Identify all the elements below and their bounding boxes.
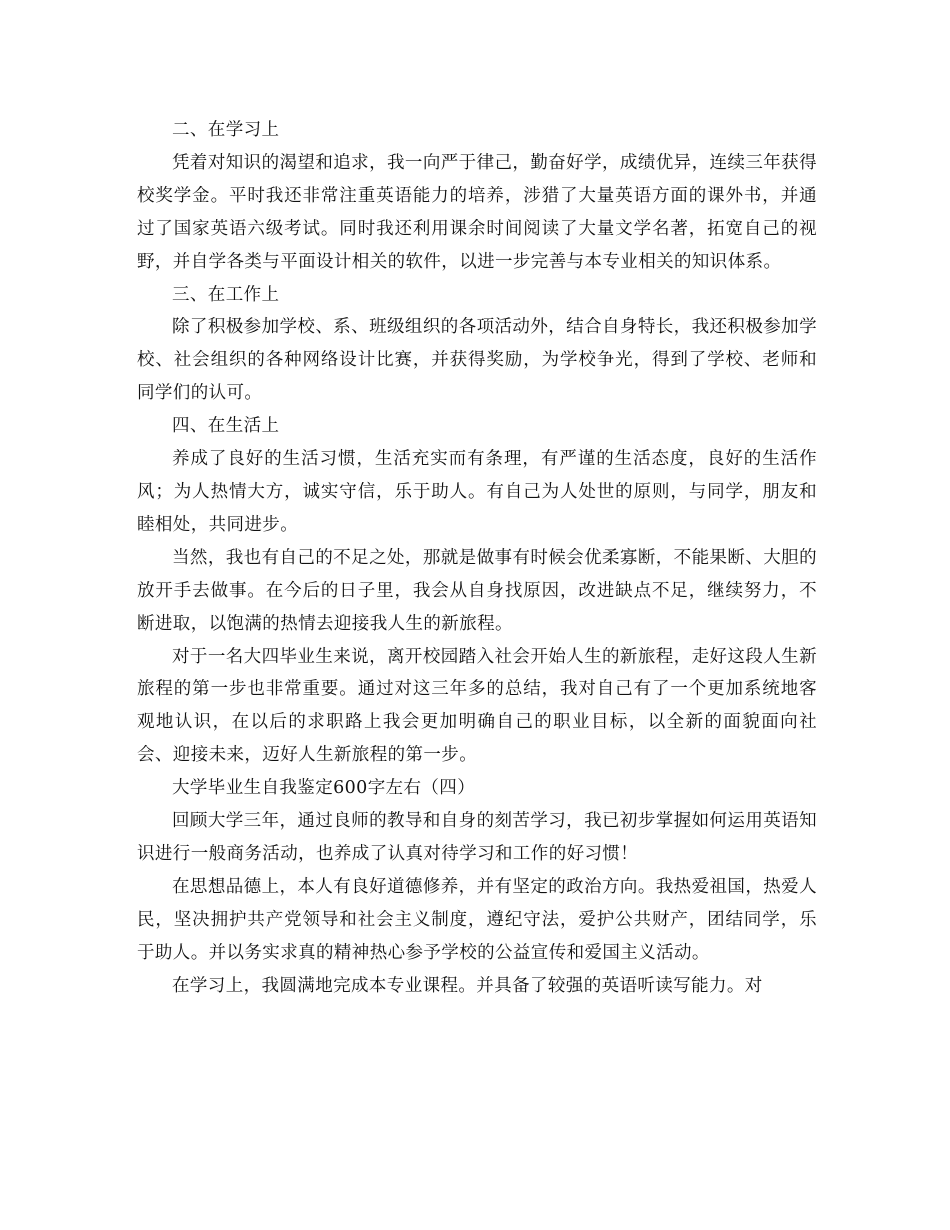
paragraph-study-continued: 在学习上，我圆满地完成本专业课程。并具备了较强的英语听读写能力。对 bbox=[172, 975, 763, 996]
paragraph-review: 回顾大学三年，通过良师的教导和自身的刻苦学习，我已初步掌握如何运用英语知识进行一般商务活动，也养成了认真对待学习和工作的好习惯！ bbox=[137, 811, 817, 864]
paragraph-work: 除了积极参加学校、系、班级组织的各项活动外，结合自身特长，我还积极参加学校、社会组织的各种网络设计比赛，并获得奖励，为学校争光，得到了学校、老师和同学们的认可。 bbox=[137, 317, 817, 404]
paragraph-life: 养成了良好的生活习惯，生活充实而有条理，有严谨的生活态度，良好的生活作风；为人热情大方，诚实守信，乐于助人。有自己为人处世的原则，与同学，朋友和睦相处，共同进步。 bbox=[137, 449, 817, 535]
paragraph-conclusion: 对于一名大四毕业生来说，离开校园踏入社会开始人生的新旅程，走好这段人生新旅程的第一步也非常重要。通过对这三年多的总结，我对自己有了一个更加系统地客观地认识，在以后的求职路上我会更加明确自己的职业目标，以全新的面貌面向社会、迎接未来，迈好人生新旅程的第一步。 bbox=[137, 646, 817, 766]
section-title-part-four: 大学毕业生自我鉴定600字左右（四） bbox=[172, 778, 476, 799]
paragraph-ideology: 在思想品德上，本人有良好道德修养，并有坚定的政治方向。我热爱祖国，热爱人民，坚决拥护共产党领导和社会主义制度，遵纪守法，爱护公共财产，团结同学，乐于助人。并以务实求真的精神热心参予学校的公益宣传和爱国主义活动。 bbox=[137, 876, 817, 963]
paragraph-shortcomings: 当然，我也有自己的不足之处，那就是做事有时候会优柔寡断，不能果断、大胆的放开手去做事。在今后的日子里，我会从自身找原因，改进缺点不足，继续努力，不断进取，以饱满的热情去迎接我人生的新旅程。 bbox=[137, 547, 817, 634]
paragraph-study: 凭着对知识的渴望和追求，我一向严于律己，勤奋好学，成绩优异，连续三年获得校奖学金。平时我还非常注重英语能力的培养，涉猎了大量英语方面的课外书，并通过了国家英语六级考试。同时我还利用课余时间阅读了大量文学名著，拓宽自己的视野，并自学各类与平面设计相关的软件，以进一步完善与本专业相关的知识体系。 bbox=[137, 152, 817, 272]
section-heading-study: 二、在学习上 bbox=[172, 120, 280, 140]
document-body bbox=[137, 114, 817, 1002]
section-heading-life: 四、在生活上 bbox=[172, 416, 280, 437]
section-heading-work: 三、在工作上 bbox=[172, 284, 280, 305]
